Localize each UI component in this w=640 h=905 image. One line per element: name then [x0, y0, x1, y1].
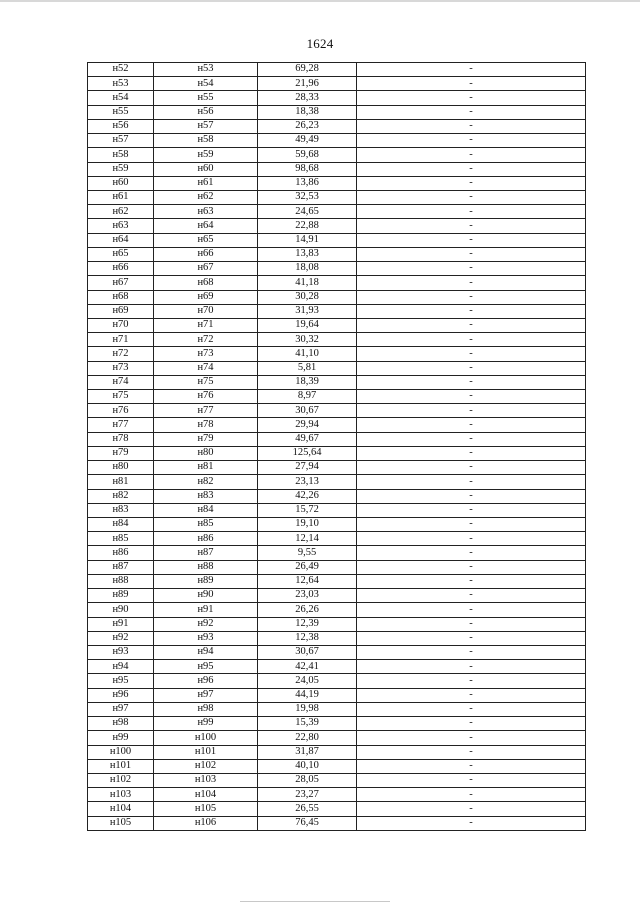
point-from-cell: н56	[88, 119, 154, 133]
distance-cell: 49,49	[258, 134, 357, 148]
description-cell: -	[357, 745, 586, 759]
distance-cell: 26,23	[258, 119, 357, 133]
description-cell: -	[357, 731, 586, 745]
point-from-cell: н62	[88, 205, 154, 219]
description-cell: -	[357, 589, 586, 603]
distance-cell: 19,10	[258, 518, 357, 532]
point-to-cell: н93	[154, 631, 258, 645]
point-from-cell: н60	[88, 176, 154, 190]
description-cell: -	[357, 91, 586, 105]
table-row	[88, 247, 586, 261]
table-row	[88, 617, 586, 631]
point-to-cell: н105	[154, 802, 258, 816]
table-row	[88, 702, 586, 716]
point-from-cell: н69	[88, 304, 154, 318]
point-from-cell: н96	[88, 688, 154, 702]
description-cell: -	[357, 304, 586, 318]
table-row	[88, 589, 586, 603]
description-cell: -	[357, 375, 586, 389]
description-cell: -	[357, 418, 586, 432]
distance-cell: 8,97	[258, 390, 357, 404]
point-to-cell: н72	[154, 333, 258, 347]
point-to-cell: н95	[154, 660, 258, 674]
point-from-cell: н73	[88, 361, 154, 375]
table-row	[88, 631, 586, 645]
distance-cell: 31,87	[258, 745, 357, 759]
description-cell: -	[357, 475, 586, 489]
point-from-cell: н82	[88, 489, 154, 503]
point-from-cell: н92	[88, 631, 154, 645]
description-cell: -	[357, 176, 586, 190]
distance-cell: 18,08	[258, 262, 357, 276]
point-to-cell: н103	[154, 773, 258, 787]
description-cell: -	[357, 347, 586, 361]
table-row	[88, 361, 586, 375]
table-row	[88, 276, 586, 290]
distance-cell: 30,67	[258, 645, 357, 659]
distance-cell: 42,41	[258, 660, 357, 674]
point-from-cell: н101	[88, 759, 154, 773]
point-to-cell: н85	[154, 518, 258, 532]
point-from-cell: н80	[88, 461, 154, 475]
description-cell: -	[357, 446, 586, 460]
point-to-cell: н71	[154, 318, 258, 332]
point-from-cell: н77	[88, 418, 154, 432]
description-cell: -	[357, 717, 586, 731]
point-from-cell: н98	[88, 717, 154, 731]
distance-cell: 76,45	[258, 816, 357, 830]
point-to-cell: н74	[154, 361, 258, 375]
table-row	[88, 347, 586, 361]
table-row	[88, 390, 586, 404]
point-from-cell: н90	[88, 603, 154, 617]
point-from-cell: н85	[88, 532, 154, 546]
point-to-cell: н86	[154, 532, 258, 546]
distance-cell: 31,93	[258, 304, 357, 318]
distance-cell: 26,26	[258, 603, 357, 617]
distance-cell: 13,86	[258, 176, 357, 190]
point-to-cell: н91	[154, 603, 258, 617]
description-cell: -	[357, 233, 586, 247]
distance-cell: 5,81	[258, 361, 357, 375]
distance-cell: 41,10	[258, 347, 357, 361]
point-to-cell: н94	[154, 645, 258, 659]
point-from-cell: н54	[88, 91, 154, 105]
description-cell: -	[357, 574, 586, 588]
point-to-cell: н106	[154, 816, 258, 830]
point-from-cell: н53	[88, 77, 154, 91]
point-to-cell: н76	[154, 390, 258, 404]
description-cell: -	[357, 247, 586, 261]
page-bottom-edge	[240, 901, 390, 902]
point-from-cell: н66	[88, 262, 154, 276]
point-from-cell: н57	[88, 134, 154, 148]
point-to-cell: н98	[154, 702, 258, 716]
distance-cell: 12,39	[258, 617, 357, 631]
table-row	[88, 176, 586, 190]
table-row	[88, 574, 586, 588]
table-row	[88, 475, 586, 489]
table-row	[88, 745, 586, 759]
distance-cell: 23,03	[258, 589, 357, 603]
distance-cell: 27,94	[258, 461, 357, 475]
point-from-cell: н88	[88, 574, 154, 588]
point-to-cell: н83	[154, 489, 258, 503]
table-row	[88, 404, 586, 418]
description-cell: -	[357, 759, 586, 773]
table-row	[88, 645, 586, 659]
distance-cell: 41,18	[258, 276, 357, 290]
distance-cell: 42,26	[258, 489, 357, 503]
point-to-cell: н92	[154, 617, 258, 631]
distance-cell: 12,38	[258, 631, 357, 645]
table-row	[88, 532, 586, 546]
point-from-cell: н93	[88, 645, 154, 659]
description-cell: -	[357, 77, 586, 91]
point-from-cell: н103	[88, 788, 154, 802]
description-cell: -	[357, 645, 586, 659]
point-from-cell: н58	[88, 148, 154, 162]
point-to-cell: н58	[154, 134, 258, 148]
table-row	[88, 560, 586, 574]
point-from-cell: н71	[88, 333, 154, 347]
distance-cell: 49,67	[258, 432, 357, 446]
table-row	[88, 503, 586, 517]
point-from-cell: н70	[88, 318, 154, 332]
table-row	[88, 489, 586, 503]
description-cell: -	[357, 105, 586, 119]
table-row	[88, 518, 586, 532]
point-to-cell: н89	[154, 574, 258, 588]
point-to-cell: н99	[154, 717, 258, 731]
description-cell: -	[357, 148, 586, 162]
description-cell: -	[357, 560, 586, 574]
table-row	[88, 773, 586, 787]
point-to-cell: н100	[154, 731, 258, 745]
table-body	[88, 63, 586, 831]
point-to-cell: н79	[154, 432, 258, 446]
distance-cell: 9,55	[258, 546, 357, 560]
page-top-edge	[0, 0, 640, 2]
description-cell: -	[357, 503, 586, 517]
description-cell: -	[357, 162, 586, 176]
point-from-cell: н76	[88, 404, 154, 418]
table-row	[88, 77, 586, 91]
table-row	[88, 816, 586, 830]
distance-cell: 28,05	[258, 773, 357, 787]
point-from-cell: н59	[88, 162, 154, 176]
boundary-points-table	[87, 62, 586, 831]
distance-cell: 22,80	[258, 731, 357, 745]
point-from-cell: н99	[88, 731, 154, 745]
point-to-cell: н69	[154, 290, 258, 304]
point-to-cell: н90	[154, 589, 258, 603]
point-to-cell: н66	[154, 247, 258, 261]
distance-cell: 15,72	[258, 503, 357, 517]
description-cell: -	[357, 802, 586, 816]
point-to-cell: н57	[154, 119, 258, 133]
distance-cell: 26,55	[258, 802, 357, 816]
table-row	[88, 91, 586, 105]
description-cell: -	[357, 190, 586, 204]
point-from-cell: н100	[88, 745, 154, 759]
table-row	[88, 802, 586, 816]
distance-cell: 30,32	[258, 333, 357, 347]
table-row	[88, 318, 586, 332]
description-cell: -	[357, 390, 586, 404]
point-to-cell: н101	[154, 745, 258, 759]
point-to-cell: н97	[154, 688, 258, 702]
description-cell: -	[357, 404, 586, 418]
point-to-cell: н60	[154, 162, 258, 176]
point-to-cell: н64	[154, 219, 258, 233]
point-to-cell: н82	[154, 475, 258, 489]
point-to-cell: н102	[154, 759, 258, 773]
point-from-cell: н79	[88, 446, 154, 460]
description-cell: -	[357, 134, 586, 148]
point-from-cell: н81	[88, 475, 154, 489]
point-to-cell: н84	[154, 503, 258, 517]
description-cell: -	[357, 532, 586, 546]
point-to-cell: н70	[154, 304, 258, 318]
table-row	[88, 148, 586, 162]
point-to-cell: н55	[154, 91, 258, 105]
distance-cell: 23,13	[258, 475, 357, 489]
table-row	[88, 205, 586, 219]
description-cell: -	[357, 432, 586, 446]
table-row	[88, 603, 586, 617]
point-to-cell: н80	[154, 446, 258, 460]
description-cell: -	[357, 361, 586, 375]
description-cell: -	[357, 702, 586, 716]
description-cell: -	[357, 489, 586, 503]
description-cell: -	[357, 688, 586, 702]
distance-cell: 24,65	[258, 205, 357, 219]
point-from-cell: н61	[88, 190, 154, 204]
distance-cell: 40,10	[258, 759, 357, 773]
distance-cell: 19,64	[258, 318, 357, 332]
point-to-cell: н78	[154, 418, 258, 432]
distance-cell: 28,33	[258, 91, 357, 105]
point-to-cell: н68	[154, 276, 258, 290]
distance-cell: 98,68	[258, 162, 357, 176]
distance-cell: 12,14	[258, 532, 357, 546]
description-cell: -	[357, 276, 586, 290]
description-cell: -	[357, 546, 586, 560]
table-row	[88, 688, 586, 702]
distance-cell: 22,88	[258, 219, 357, 233]
point-to-cell: н65	[154, 233, 258, 247]
point-from-cell: н89	[88, 589, 154, 603]
table-row	[88, 446, 586, 460]
point-to-cell: н54	[154, 77, 258, 91]
point-from-cell: н86	[88, 546, 154, 560]
point-to-cell: н67	[154, 262, 258, 276]
point-from-cell: н83	[88, 503, 154, 517]
point-to-cell: н59	[154, 148, 258, 162]
description-cell: -	[357, 660, 586, 674]
description-cell: -	[357, 205, 586, 219]
table-row	[88, 190, 586, 204]
distance-cell: 29,94	[258, 418, 357, 432]
table-row	[88, 262, 586, 276]
table-row	[88, 546, 586, 560]
description-cell: -	[357, 333, 586, 347]
table-row	[88, 418, 586, 432]
description-cell: -	[357, 674, 586, 688]
description-cell: -	[357, 63, 586, 77]
distance-cell: 32,53	[258, 190, 357, 204]
point-from-cell: н102	[88, 773, 154, 787]
point-to-cell: н62	[154, 190, 258, 204]
description-cell: -	[357, 119, 586, 133]
description-cell: -	[357, 290, 586, 304]
table-row	[88, 162, 586, 176]
table-row	[88, 304, 586, 318]
table-row	[88, 788, 586, 802]
point-from-cell: н104	[88, 802, 154, 816]
description-cell: -	[357, 788, 586, 802]
distance-cell: 19,98	[258, 702, 357, 716]
point-to-cell: н96	[154, 674, 258, 688]
distance-cell: 13,83	[258, 247, 357, 261]
distance-cell: 30,67	[258, 404, 357, 418]
distance-cell: 12,64	[258, 574, 357, 588]
distance-cell: 69,28	[258, 63, 357, 77]
point-from-cell: н95	[88, 674, 154, 688]
table-row	[88, 333, 586, 347]
table-row	[88, 731, 586, 745]
table-row	[88, 134, 586, 148]
point-to-cell: н81	[154, 461, 258, 475]
description-cell: -	[357, 617, 586, 631]
point-to-cell: н104	[154, 788, 258, 802]
distance-cell: 26,49	[258, 560, 357, 574]
distance-cell: 30,28	[258, 290, 357, 304]
description-cell: -	[357, 773, 586, 787]
point-to-cell: н88	[154, 560, 258, 574]
point-from-cell: н63	[88, 219, 154, 233]
table-row	[88, 432, 586, 446]
point-from-cell: н67	[88, 276, 154, 290]
point-from-cell: н68	[88, 290, 154, 304]
point-to-cell: н53	[154, 63, 258, 77]
description-cell: -	[357, 631, 586, 645]
table-row	[88, 233, 586, 247]
point-from-cell: н105	[88, 816, 154, 830]
distance-cell: 18,39	[258, 375, 357, 389]
table-row	[88, 759, 586, 773]
description-cell: -	[357, 318, 586, 332]
table-row	[88, 219, 586, 233]
point-from-cell: н97	[88, 702, 154, 716]
point-from-cell: н91	[88, 617, 154, 631]
distance-cell: 24,05	[258, 674, 357, 688]
distance-cell: 14,91	[258, 233, 357, 247]
table-row	[88, 119, 586, 133]
table-row	[88, 290, 586, 304]
table-row	[88, 717, 586, 731]
point-to-cell: н63	[154, 205, 258, 219]
distance-cell: 15,39	[258, 717, 357, 731]
distance-cell: 125,64	[258, 446, 357, 460]
distance-cell: 44,19	[258, 688, 357, 702]
table-row	[88, 461, 586, 475]
table-row	[88, 375, 586, 389]
description-cell: -	[357, 219, 586, 233]
point-to-cell: н56	[154, 105, 258, 119]
description-cell: -	[357, 816, 586, 830]
point-from-cell: н65	[88, 247, 154, 261]
description-cell: -	[357, 603, 586, 617]
page-number: 1624	[306, 36, 334, 51]
point-from-cell: н87	[88, 560, 154, 574]
point-from-cell: н64	[88, 233, 154, 247]
point-to-cell: н87	[154, 546, 258, 560]
point-to-cell: н75	[154, 375, 258, 389]
point-to-cell: н61	[154, 176, 258, 190]
point-to-cell: н77	[154, 404, 258, 418]
description-cell: -	[357, 262, 586, 276]
description-cell: -	[357, 518, 586, 532]
distance-cell: 21,96	[258, 77, 357, 91]
point-from-cell: н55	[88, 105, 154, 119]
distance-cell: 59,68	[258, 148, 357, 162]
table-row	[88, 105, 586, 119]
point-from-cell: н78	[88, 432, 154, 446]
point-to-cell: н73	[154, 347, 258, 361]
distance-cell: 18,38	[258, 105, 357, 119]
point-from-cell: н74	[88, 375, 154, 389]
distance-cell: 23,27	[258, 788, 357, 802]
point-from-cell: н94	[88, 660, 154, 674]
point-from-cell: н75	[88, 390, 154, 404]
description-cell: -	[357, 461, 586, 475]
point-from-cell: н52	[88, 63, 154, 77]
table-row	[88, 63, 586, 77]
point-from-cell: н72	[88, 347, 154, 361]
table-row	[88, 660, 586, 674]
table-row	[88, 674, 586, 688]
point-from-cell: н84	[88, 518, 154, 532]
